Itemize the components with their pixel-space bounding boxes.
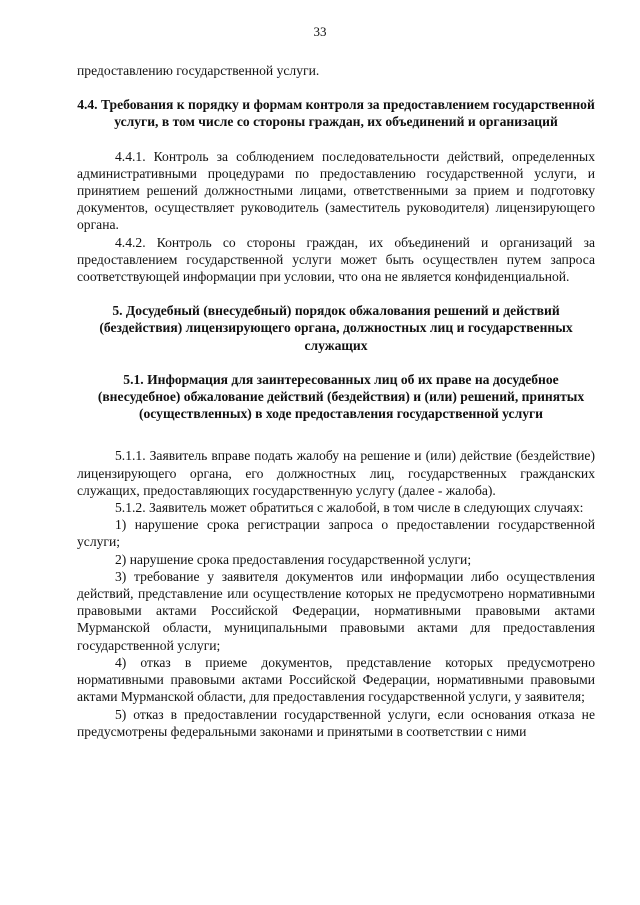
paragraph-4-4-1: 4.4.1. Контроль за соблюдением последовательности действий, определенных административными процедурами по предоставлению государственной услуги, и принятием решений должностными лицами, ответственными за прием и подготовку документов, осуществляет руководитель (заместитель руководителя) лицензирующего органа. [77, 148, 595, 233]
list-item-5: 5) отказ в предоставлении государственной услуги, если основания отказа не предусмотрены федеральными законами и принятыми в соответствии с ними [77, 706, 595, 739]
paragraph-5-1-2: 5.1.2. Заявитель может обратиться с жалобой, в том числе в следующих случаях: [115, 500, 584, 516]
paragraph-4-4-2: 4.4.2. Контроль со стороны граждан, их объединений и организаций за предоставлением государственной услуги может быть осуществлен путем запроса соответствующей информации при условии, что она не является конфиденциальной. [77, 234, 595, 285]
section-heading-4-4: 4.4. Требования к порядку и формам контроля за предоставлением государственной услуги, в том числе со стороны граждан, их объединений и организаций [77, 97, 595, 130]
document-body [77, 62, 595, 740]
section-heading-5-1: 5.1. Информация для заинтересованных лиц об их праве на досудебное (внесудебное) обжалование действий (бездействия) и (или) решений, принятых (осуществленных) в ходе предоставления государственной услуги [97, 371, 585, 422]
list-item-4: 4) отказ в приеме документов, представление которых предусмотрено нормативными правовыми актами Российской Федерации, нормативными правовыми актами Мурманской области, для предоставления государственной услуги, у заявителя; [77, 654, 595, 705]
list-item-3: 3) требование у заявителя документов или информации либо осуществления действий, представление или осуществление которых не предусмотрено нормативными правовыми актами Российской Федерации, нормативными правовыми актами Мурманской области, муниципальными правовыми актами для предоставления государственной услуги; [77, 568, 595, 653]
list-item-1: 1) нарушение срока регистрации запроса о предоставлении государственной услуги; [77, 517, 595, 550]
paragraph-5-1-1: 5.1.1. Заявитель вправе подать жалобу на решение и (или) действие (бездействие) лицензирующего органа, его должностных лиц, государственных гражданских служащих, предоставляющих государственную услугу (далее - жалоба). [77, 448, 595, 498]
page-number: 33 [313, 24, 327, 39]
list-item-2: 2) нарушение срока предоставления государственной услуги; [115, 551, 472, 567]
carry-over-paragraph: предоставлению государственной услуги. [77, 63, 320, 78]
section-heading-5: 5. Досудебный (внесудебный) порядок обжалования решений и действий (бездействия) лицензирующего органа, должностных лиц и государственных служащих [99, 303, 573, 353]
